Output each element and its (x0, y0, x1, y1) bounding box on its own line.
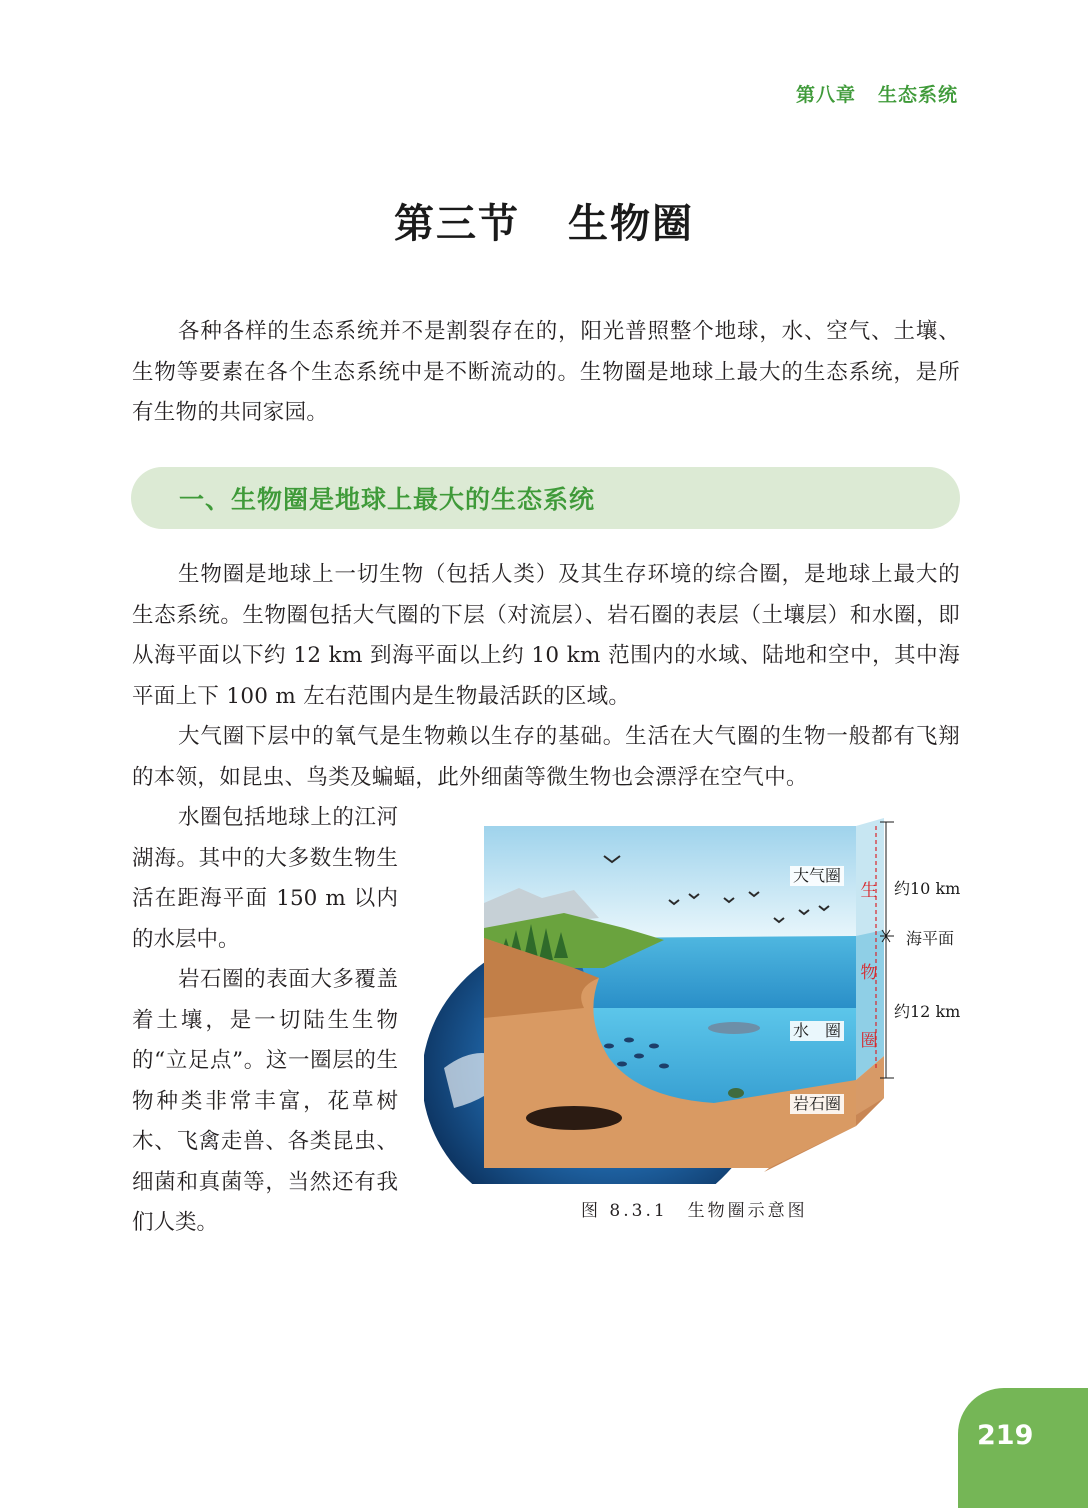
label-sea-level: 海平面 (906, 929, 955, 948)
paragraph-lithosphere: 岩石圈的表面大多覆盖着土壤，是一切陆生生物的“立足点”。这一圈层的生物种类非常丰富，花草树木、飞禽走兽、各类昆虫、细菌和真菌等，当然还有我们人类。 (132, 967, 398, 1235)
caption-text: 生物圈示意图 (687, 1201, 808, 1221)
label-hydrosphere: 水 圈 (790, 1021, 844, 1041)
dolphin (708, 1022, 760, 1034)
paragraph-biosphere-definition: 生物圈是地球上一切生物（包括人类）及其生存环境的综合圈，是地球上最大的生态系统。生物圈包括大气圈的下层（对流层）、岩石圈的表层（土壤层）和水圈，即从海平面以下约 12 km 到海平面以上约 10 km 范围内的水域、陆地和空中，其中海平面上下 100 m 左右范围内是生物最活跃的区域。 (132, 562, 960, 709)
paragraph-atmosphere: 大气圈下层中的氧气是生物赖以生存的基础。生活在大气圈的生物一般都有飞翔的本领，如昆虫、鸟类及蝙蝠，此外细菌等微生物也会漂浮在空气中。 (132, 724, 960, 790)
paragraph-hydrosphere: 水圈包括地球上的江河湖海。其中的大多数生物生活在距海平面 150 m 以内的水层中。 (132, 805, 398, 952)
figure-caption (581, 1196, 808, 1221)
page-number-tab (958, 1388, 1088, 1508)
caption-number: 图 8.3.1 (581, 1201, 668, 1221)
label-biosphere-char-1: 生 (860, 881, 878, 901)
section-title (0, 192, 1088, 249)
chapter-title: 生态系统 (877, 84, 958, 106)
subsection-title: 一、生物圈是地球上最大的生态系统 (179, 485, 596, 514)
section-name: 生物圈 (568, 201, 694, 247)
label-lower-range: 约12 km (894, 1002, 961, 1021)
label-biosphere-char-3: 圈 (860, 1031, 878, 1051)
label-lithosphere: 岩石圈 (790, 1094, 844, 1114)
oil-deposit (526, 1106, 622, 1130)
label-atmosphere: 大气圈 (790, 866, 844, 886)
label-upper-range: 约10 km (894, 879, 961, 898)
label-biosphere-char-2: 物 (860, 963, 878, 983)
page-number: 219 (977, 1420, 1034, 1451)
subsection-banner (131, 467, 960, 529)
chapter-header (796, 80, 958, 107)
intro-paragraph: 各种各样的生态系统并不是割裂存在的，阳光普照整个地球，水、空气、土壤、生物等要素在各个生态系统中是不断流动的。生物圈是地球上最大的生态系统，是所有生物的共同家园。 (132, 319, 960, 425)
biosphere-illustration (424, 818, 964, 1184)
section-number: 第三节 (394, 201, 520, 247)
biosphere-figure (424, 818, 964, 1184)
chapter-number: 第八章 (795, 84, 856, 106)
